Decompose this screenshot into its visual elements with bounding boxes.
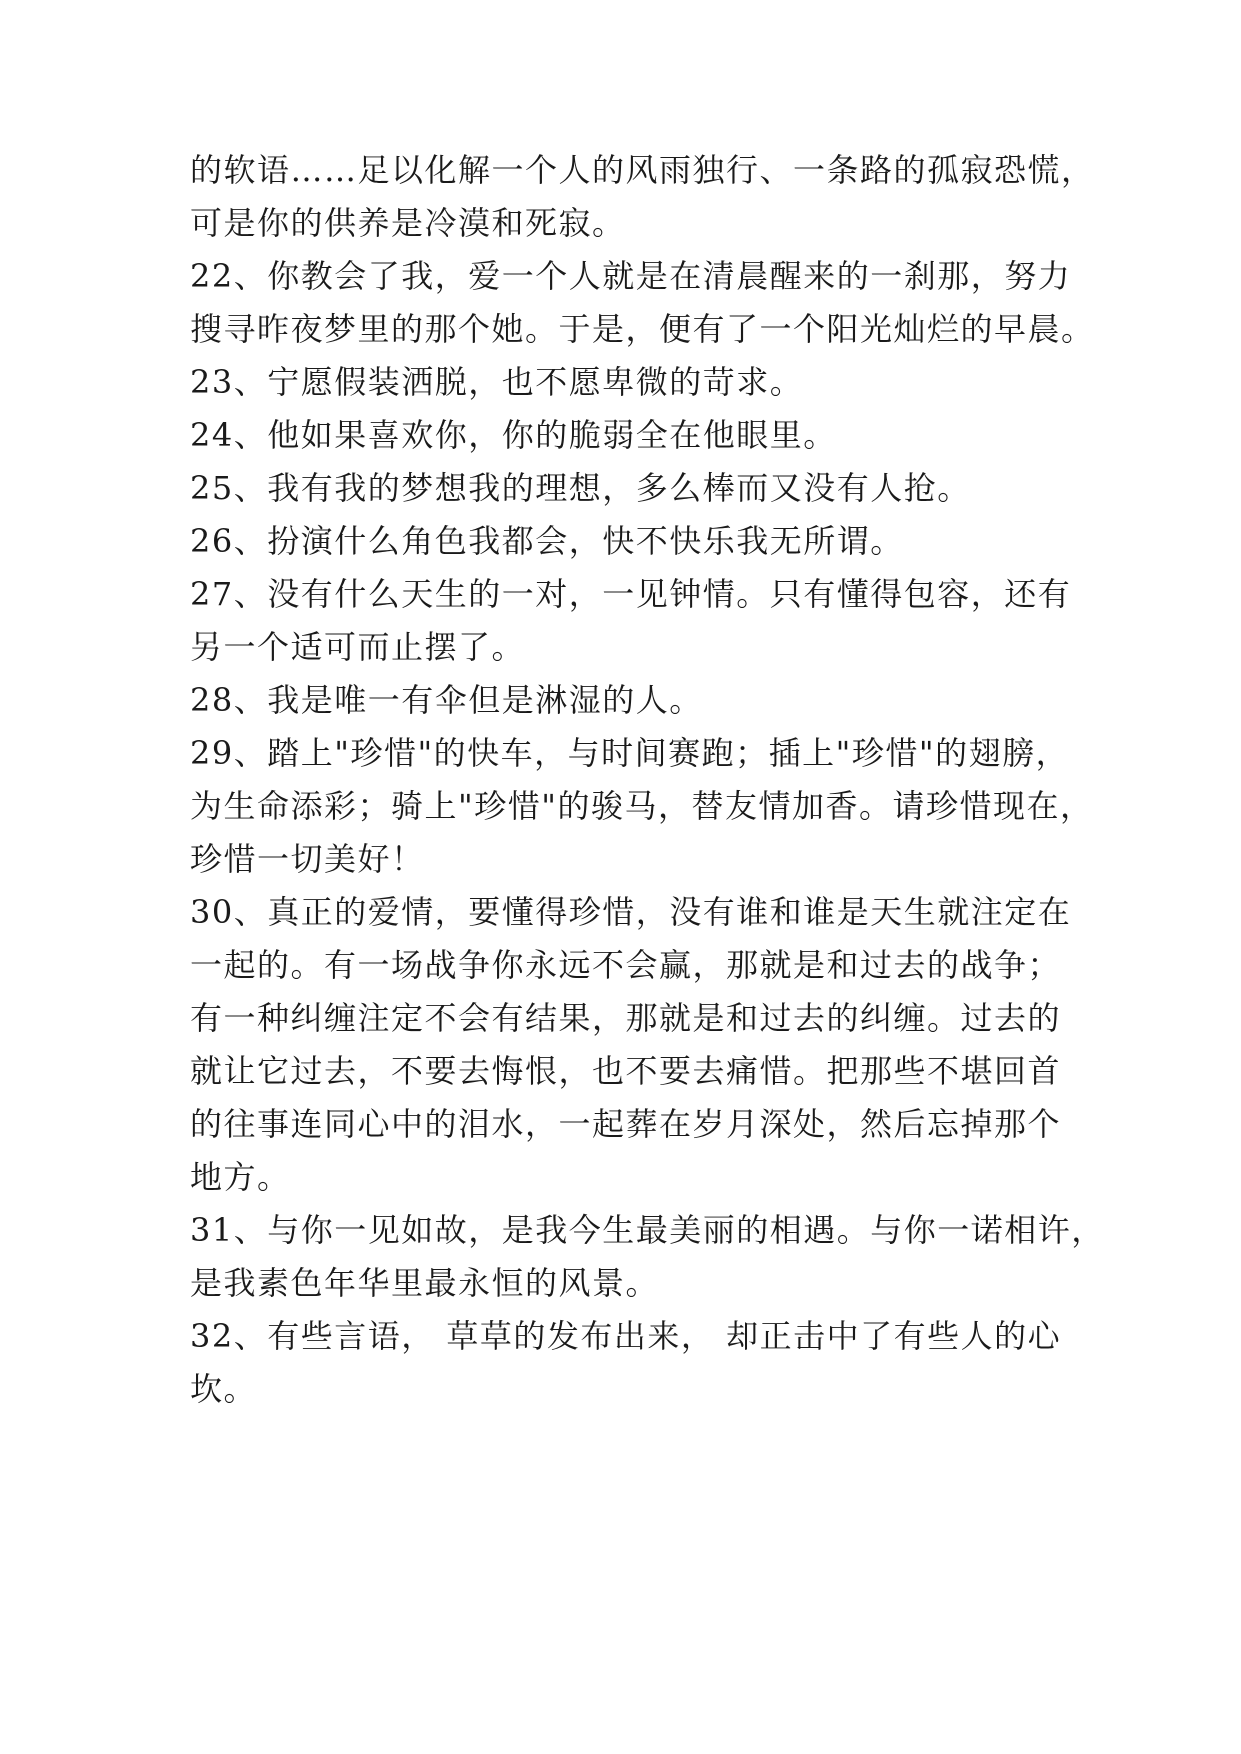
text-line: 31、与你一见如故，是我今生最美丽的相遇。与你一诺相许，: [190, 1211, 1105, 1249]
text-line: 的往事连同心中的泪水，一起葬在岁月深处，然后忘掉那个: [190, 1105, 1062, 1143]
text-line: 29、踏上"珍惜"的快车，与时间赛跑；插上"珍惜"的翅膀，: [190, 734, 1070, 772]
text-line: 30、真正的爱情，要懂得珍惜，没有谁和谁是天生就注定在: [190, 893, 1072, 931]
text-line: 26、扮演什么角色我都会，快不快乐我无所谓。: [190, 522, 904, 560]
text-line: 24、他如果喜欢你，你的脆弱全在他眼里。: [190, 416, 837, 454]
text-line: 搜寻昨夜梦里的那个她。于是，便有了一个阳光灿烂的早晨。: [190, 310, 1095, 348]
text-line: 28、我是唯一有伞但是淋湿的人。: [190, 681, 703, 719]
text-line: 一起的。有一场战争你永远不会赢，那就是和过去的战争；: [190, 946, 1062, 984]
text-line: 可是你的供养是冷漠和死寂。: [190, 204, 626, 242]
text-line: 珍惜一切美好！: [190, 840, 425, 878]
text-line: 另一个适可而止摆了。: [190, 628, 526, 666]
text-line: 坎。: [190, 1370, 258, 1408]
text-line: 为生命添彩；骑上"珍惜"的骏马，替友情加香。请珍惜现在，: [190, 787, 1094, 825]
text-line: 25、我有我的梦想我的理想，多么棒而又没有人抢。: [190, 469, 971, 507]
text-line: 的软语……足以化解一个人的风雨独行、一条路的孤寂恐慌，: [190, 151, 1095, 189]
text-line: 22、你教会了我，爱一个人就是在清晨醒来的一刹那，努力: [190, 257, 1072, 295]
text-line: 32、有些言语， 草草的发布出来， 却正击中了有些人的心: [190, 1317, 1062, 1355]
text-line: 是我素色年华里最永恒的风景。: [190, 1264, 660, 1302]
text-line: 地方。: [190, 1158, 291, 1196]
text-line: 有一种纠缠注定不会有结果，那就是和过去的纠缠。过去的: [190, 999, 1062, 1037]
text-line: 23、宁愿假装洒脱，也不愿卑微的苛求。: [190, 363, 804, 401]
text-line: 27、没有什么天生的一对，一见钟情。只有懂得包容，还有: [190, 575, 1072, 613]
text-line: 就让它过去，不要去悔恨，也不要去痛惜。把那些不堪回首: [190, 1052, 1062, 1090]
